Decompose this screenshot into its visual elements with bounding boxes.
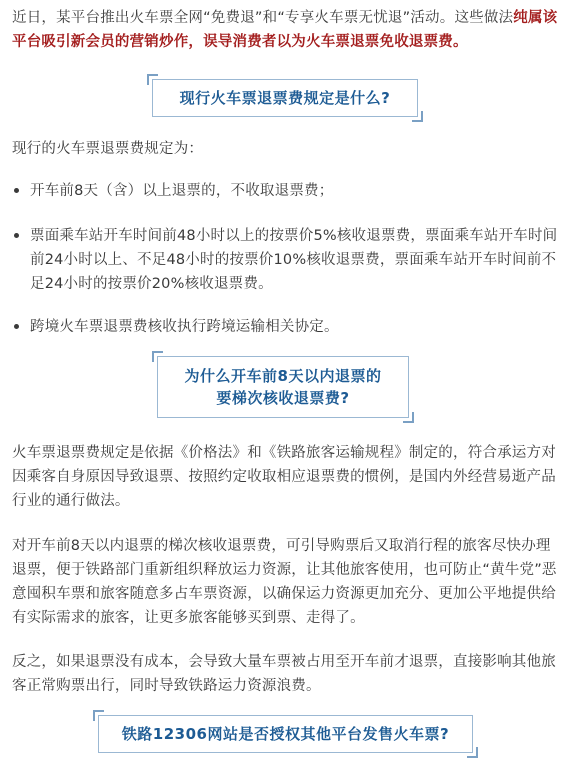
question-heading-line-2: 要梯次核收退票费?: [216, 389, 350, 407]
list-item: [12, 224, 559, 296]
box-corner-decoration: [412, 111, 423, 122]
list-item-text: 票面乘车站开车时间前48小时以上的按票价5%核收退票费，票面乘车站开车时间前24小时以上、不足48小时的按票价10%核收退票费，票面乘车站开车时间前不足24小时的按票价20%核收退票费。: [30, 228, 558, 292]
question-box-tiered-fee: [157, 356, 409, 418]
box-corner-decoration: [403, 412, 414, 423]
question-heading: 铁路12306网站是否授权其他平台发售火车票?: [121, 725, 450, 743]
question-heading: 现行火车票退票费规定是什么?: [179, 89, 391, 107]
box-corner-decoration: [147, 74, 158, 85]
intro-emphasis: 纯属该平台吸引新会员的营销炒作，误导消费者以为火车票退票免收退票费。: [12, 10, 558, 50]
question-heading-line-1: 为什么开车前8天以内退票的: [184, 367, 382, 385]
rules-intro: 现行的火车票退票费规定为：: [12, 141, 204, 157]
question-box-12306-authorization: [98, 715, 473, 753]
purpose-paragraph: 对开车前8天以内退票的梯次核收退票费，可引导购票后又取消行程的旅客尽快办理退票，便于铁路部门重新组织释放运力资源，让其他旅客使用，也可防止“黄牛党”恶意囤积车票和旅客随意多占车票资源，以确保运力资源更加充分、更加公平地提供给有实际需求的旅客，让更多旅客能够买到票、走得了。: [12, 538, 557, 626]
bullet-dot-icon: [14, 188, 19, 193]
intro-text: 近日，某平台推出火车票全网“免费退”和“专享火车票无忧退”活动。这些做法: [12, 10, 514, 26]
box-corner-decoration: [467, 747, 478, 758]
question-box-current-rules: [152, 79, 418, 117]
box-corner-decoration: [93, 710, 104, 721]
list-item-text: 跨境火车票退票费核收执行跨境运输相关协定。: [30, 319, 339, 335]
list-item-text: 开车前8天（含）以上退票的，不收取退票费；: [30, 183, 334, 199]
intro-paragraph: [12, 6, 559, 54]
list-item: [12, 315, 559, 339]
box-corner-decoration: [152, 351, 163, 362]
list-item: [12, 179, 559, 203]
bullet-dot-icon: [14, 233, 19, 238]
bullet-dot-icon: [14, 324, 19, 329]
basis-paragraph: 火车票退票费规定是依据《价格法》和《铁路旅客运输规程》制定的，符合承运方对因乘客自身原因导致退票、按照约定收取相应退票费的惯例，是国内外经营易逝产品行业的通行做法。: [12, 445, 556, 509]
conversely-paragraph: 反之，如果退票没有成本，会导致大量车票被占用至开车前才退票，直接影响其他旅客正常购票出行，同时导致铁路运力资源浪费。: [12, 654, 556, 694]
